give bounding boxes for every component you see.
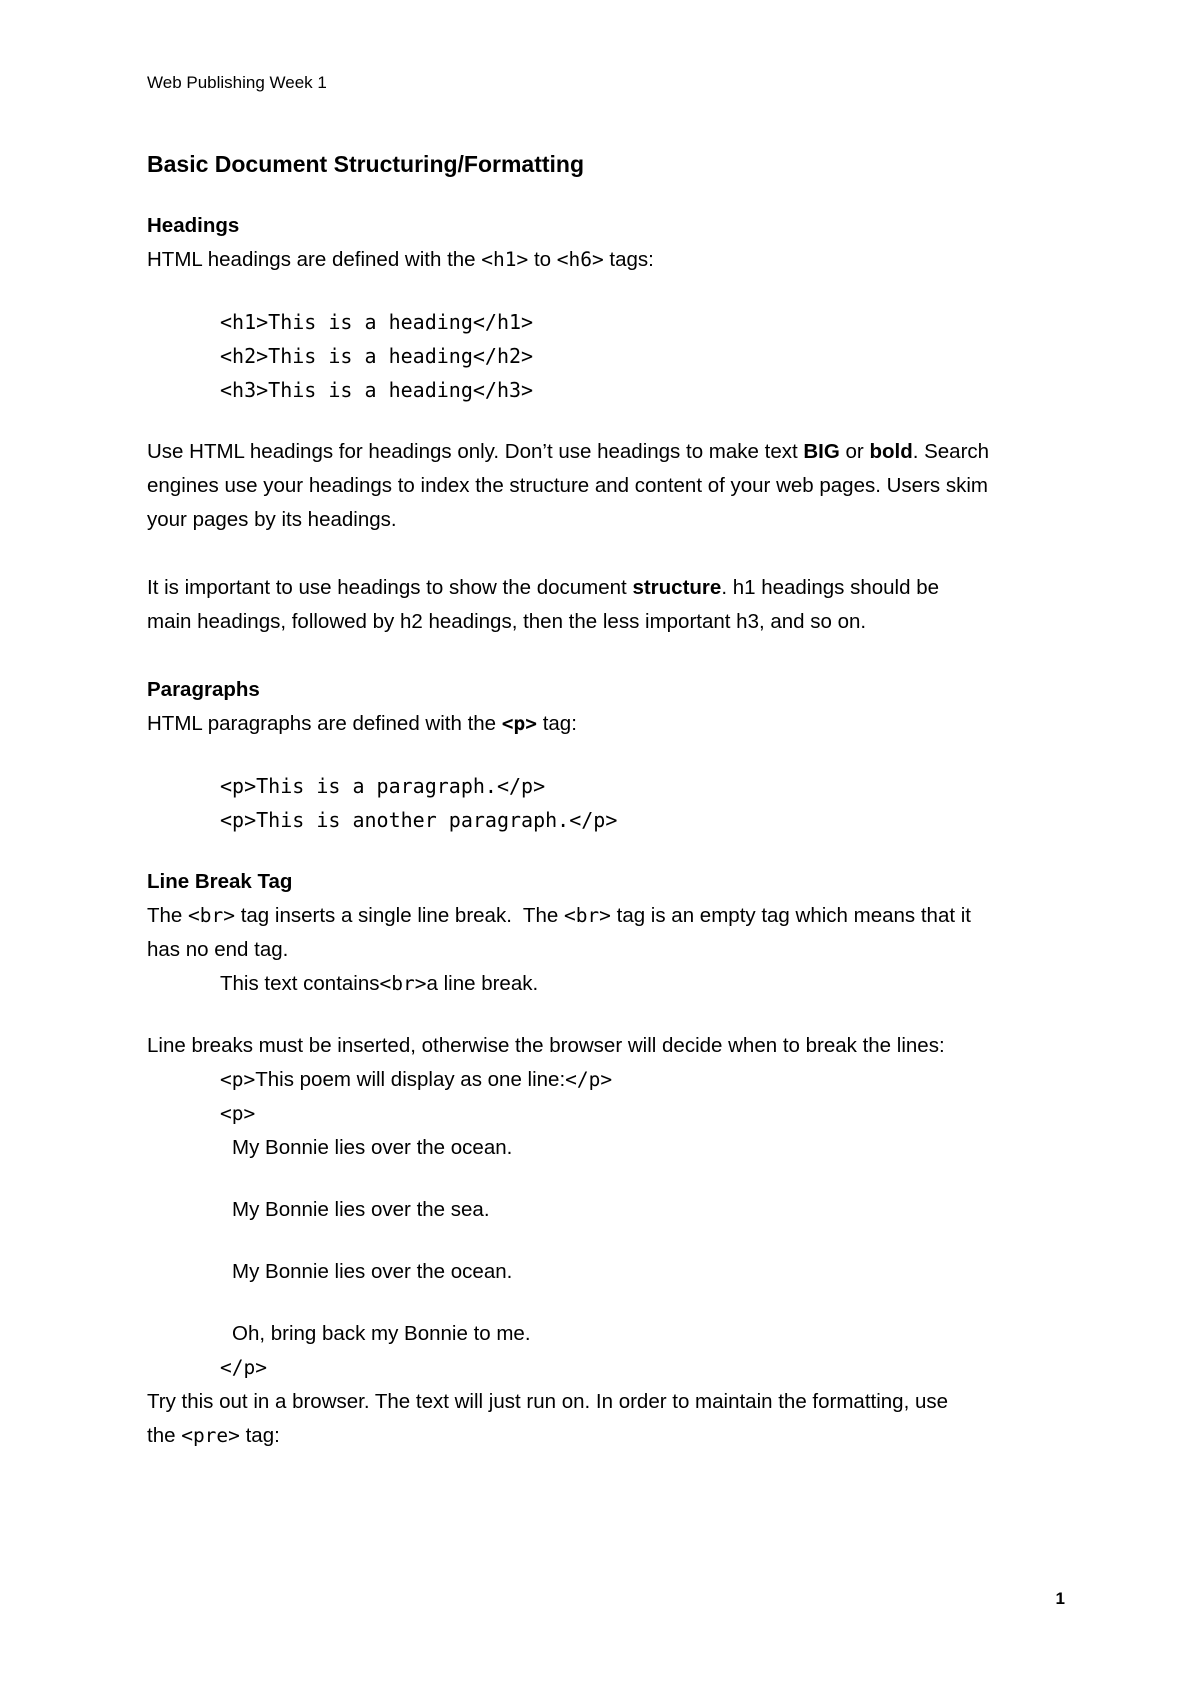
line-break-example	[147, 967, 1077, 1001]
try-paragraph-line: Try this out in a browser. The text will just run on. In order to maintain the formatting, use	[147, 1390, 949, 1413]
text-run: tag:	[537, 712, 577, 735]
text-run: The	[147, 904, 189, 927]
text-run: HTML paragraphs are defined with the	[147, 712, 502, 735]
text-run: HTML headings are defined with the	[147, 248, 482, 271]
poem-line: Oh, bring back my Bonnie to me.	[232, 1322, 531, 1345]
text-run: tag:	[239, 1424, 280, 1447]
text-run: It is important to use headings to show the document	[147, 576, 633, 599]
line-break-paragraph-line: has no end tag.	[147, 938, 289, 961]
code-line: <h1>This is a heading</h1>	[220, 310, 534, 334]
structure-paragraph-line	[147, 571, 1077, 605]
paragraphs-code-example	[147, 769, 1077, 837]
section-heading-headings: Headings	[147, 214, 240, 237]
text-run: . Search	[912, 440, 990, 463]
text-run: or	[839, 440, 870, 463]
document-body	[147, 147, 1077, 1453]
inline-code: </p>	[220, 1356, 267, 1379]
running-header: Web Publishing Week 1	[147, 73, 327, 92]
bold-text: BIG	[803, 440, 840, 463]
text-run: This text contains	[220, 972, 380, 995]
text-run: tag is an empty tag which means that it	[610, 904, 971, 927]
code-line: <h2>This is a heading</h2>	[220, 344, 534, 368]
structure-paragraph-line: main headings, followed by h2 headings, then the less important h3, and so on.	[147, 610, 867, 633]
document-title: Basic Document Structuring/Formatting	[147, 151, 585, 177]
inline-code: <p>	[220, 1068, 256, 1091]
bold-text: bold	[869, 440, 913, 463]
paragraphs-intro	[147, 707, 1077, 741]
headings-code-example	[147, 305, 1077, 407]
inline-code: <p>	[220, 1102, 256, 1125]
poem-line: My Bonnie lies over the ocean.	[232, 1260, 513, 1283]
text-run: This poem will display as one line:	[255, 1068, 566, 1091]
headings-paragraph-line: your pages by its headings.	[147, 508, 397, 531]
section-heading-paragraphs: Paragraphs	[147, 678, 260, 701]
bold-text: structure	[632, 576, 722, 599]
text-run: to	[528, 248, 557, 271]
inline-code: <pre>	[181, 1424, 240, 1447]
inline-code: </p>	[565, 1068, 613, 1091]
headings-paragraph-line	[147, 435, 1077, 469]
section-heading-line-break: Line Break Tag	[147, 870, 293, 893]
text-run: Use HTML headings for headings only. Don’t use headings to make text	[147, 440, 804, 463]
text-run: the	[147, 1424, 182, 1447]
inline-code: <br>	[563, 904, 611, 927]
poem-line: My Bonnie lies over the sea.	[232, 1198, 490, 1221]
poem-close-tag	[147, 1351, 1077, 1385]
text-run: tags:	[603, 248, 654, 271]
inline-code: <h6>	[556, 248, 604, 271]
inline-code: <br>	[188, 904, 235, 927]
poem-line: My Bonnie lies over the ocean.	[232, 1136, 513, 1159]
inline-code: <p>	[501, 712, 538, 735]
try-paragraph-line	[147, 1419, 1077, 1453]
code-line: <p>This is another paragraph.</p>	[220, 808, 618, 832]
text-run: . h1 headings should be	[721, 576, 940, 599]
page-number: 1	[1055, 1589, 1065, 1608]
poem-open-tag	[147, 1097, 1077, 1131]
poem-intro-line	[147, 1063, 1077, 1097]
inline-code: <br>	[379, 972, 427, 995]
line-break-must-insert: Line breaks must be inserted, otherwise the browser will decide when to break the lines:	[147, 1034, 945, 1057]
line-break-paragraph-line	[147, 899, 1077, 933]
text-run: tag inserts a single line break. The	[235, 904, 564, 927]
code-line: <h3>This is a heading</h3>	[220, 378, 534, 402]
code-line: <p>This is a paragraph.</p>	[220, 774, 546, 798]
text-run: a line break.	[426, 972, 539, 995]
headings-intro	[147, 243, 1077, 277]
inline-code: <h1>	[481, 248, 529, 271]
headings-paragraph-line: engines use your headings to index the structure and content of your web pages. Users skim	[147, 474, 988, 497]
